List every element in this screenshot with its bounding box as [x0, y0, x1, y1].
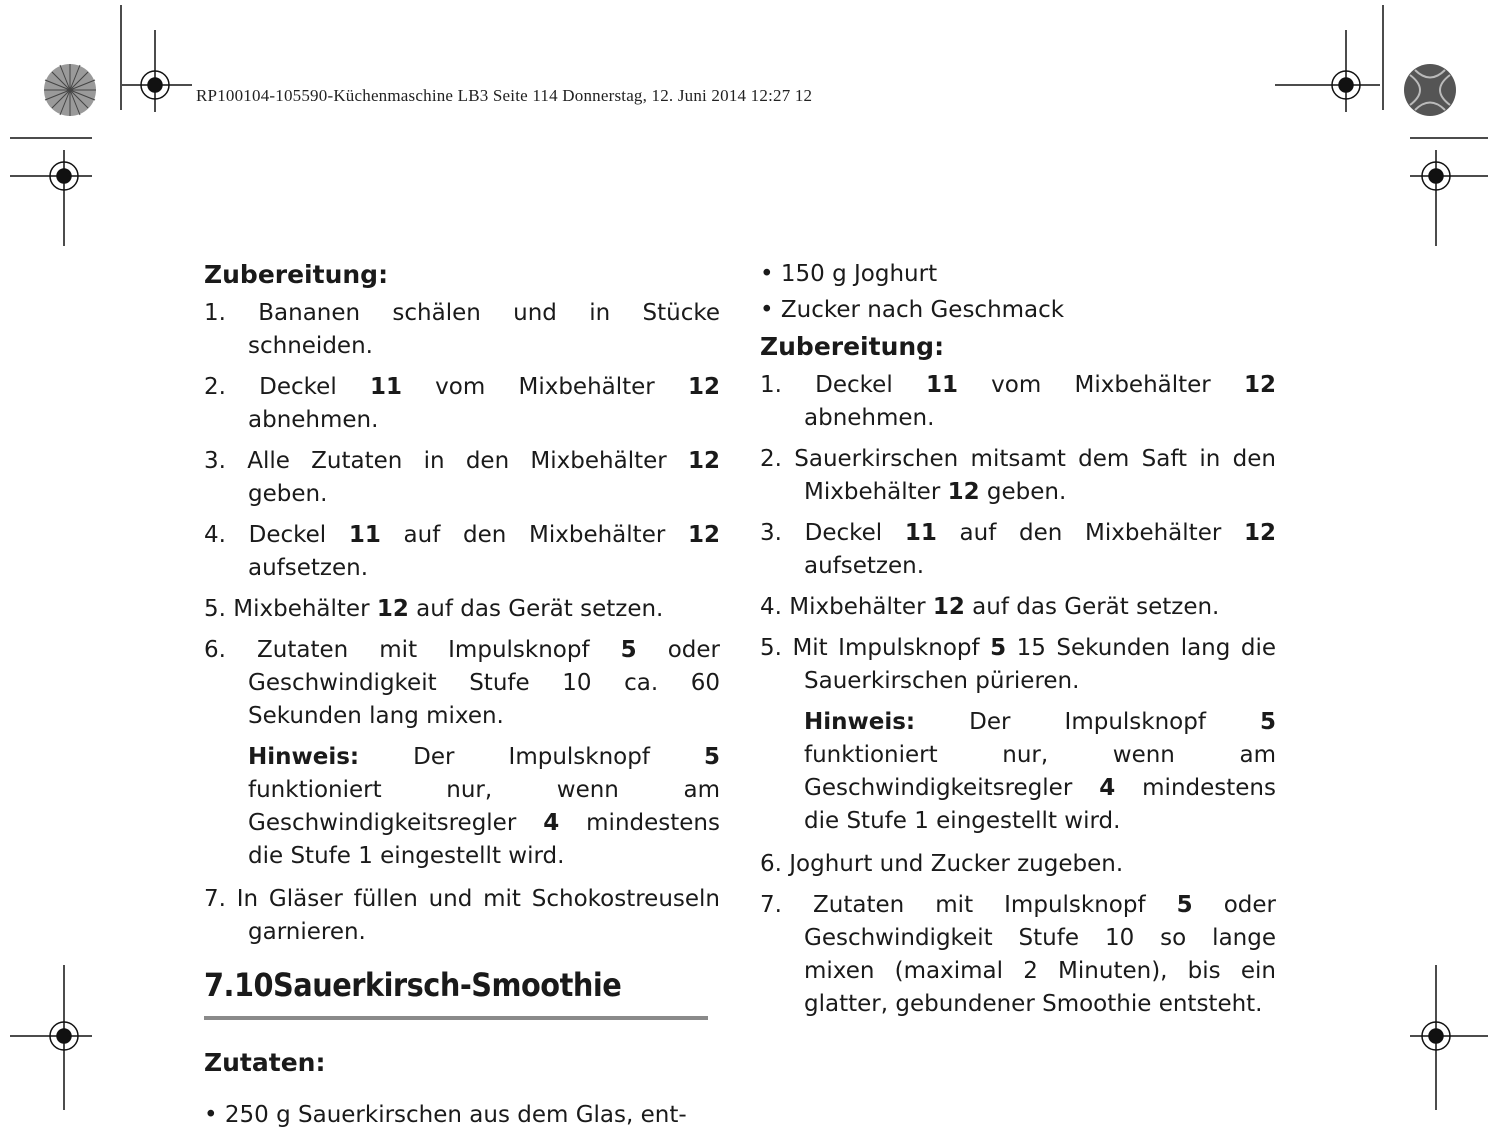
- ingredient-item: • 150 g Joghurt: [760, 261, 938, 287]
- step-item: 1. Bananen schälen und in Stücke schneiden.: [204, 300, 720, 359]
- crosshair-icon: [10, 965, 92, 1110]
- ingredients-heading: Zutaten:: [204, 1048, 326, 1077]
- ingredient-item: • Zucker nach Geschmack: [760, 297, 1065, 323]
- step-item: 3. Alle Zutaten in den Mixbehälter 12 geben.: [204, 448, 720, 507]
- step-item: 6. Joghurt und Zucker zugeben.: [760, 851, 1124, 877]
- section-divider: [204, 1016, 708, 1020]
- step-item: 5. Mixbehälter 12 auf das Gerät setzen.: [204, 596, 664, 622]
- crosshair-icon: [1275, 30, 1380, 112]
- starburst-target-icon: [44, 64, 96, 116]
- step-item: 3. Deckel 11 auf den Mixbehälter 12 aufsetzen.: [760, 520, 1276, 579]
- hint-note: Hinweis: Der Impulsknopf 5 funktioniert nur, wenn am Geschwindigkeitsregler 4 mindestens die Stufe 1 eingestellt wird.: [248, 744, 720, 869]
- step-item: 2. Sauerkirschen mitsamt dem Saft in den Mixbehälter 12 geben.: [760, 446, 1276, 505]
- step-item: 1. Deckel 11 vom Mixbehälter 12 abnehmen.: [760, 372, 1276, 431]
- crosshair-icon: [1410, 965, 1488, 1110]
- section-title: 7.10Sauerkirsch-Smoothie: [204, 966, 622, 1004]
- step-item: 4. Mixbehälter 12 auf das Gerät setzen.: [760, 594, 1220, 620]
- print-header: RP100104-105590-Küchenmaschine LB3 Seite 114 Donnerstag, 12. Juni 2014 12:27 12: [196, 86, 813, 105]
- crosshair-icon: [1410, 150, 1488, 246]
- left-column: [204, 258, 720, 1085]
- crosshair-icon: [122, 30, 192, 112]
- step-item: 6. Zutaten mit Impulsknopf 5 oder Geschwindigkeit Stufe 10 ca. 60 Sekunden lang mixen.: [204, 637, 720, 729]
- ingredient-item: • 250 g Sauerkirschen aus dem Glas, ent-: [204, 1102, 687, 1128]
- step-item: 4. Deckel 11 auf den Mixbehälter 12 aufsetzen.: [204, 522, 720, 581]
- step-item: 7. Zutaten mit Impulsknopf 5 oder Geschwindigkeit Stufe 10 so lange mixen (maximal 2 Minuten), bis ein glatter, gebundener Smoothie entsteht.: [760, 892, 1276, 1017]
- pattern-target-icon: [1404, 64, 1456, 116]
- hint-note: Hinweis: Der Impulsknopf 5 funktioniert nur, wenn am Geschwindigkeitsregler 4 mindestens die Stufe 1 eingestellt wird.: [804, 709, 1276, 834]
- preparation-heading: Zubereitung:: [760, 332, 945, 361]
- step-item: 5. Mit Impulsknopf 5 15 Sekunden lang die Sauerkirschen pürieren.: [760, 635, 1276, 694]
- step-item: 2. Deckel 11 vom Mixbehälter 12 abnehmen.: [204, 374, 720, 433]
- preparation-heading: Zubereitung:: [204, 260, 389, 289]
- step-item: 7. In Gläser füllen und mit Schokostreuseln garnieren.: [204, 886, 720, 945]
- right-column: [760, 258, 1276, 1029]
- crosshair-icon: [10, 150, 92, 246]
